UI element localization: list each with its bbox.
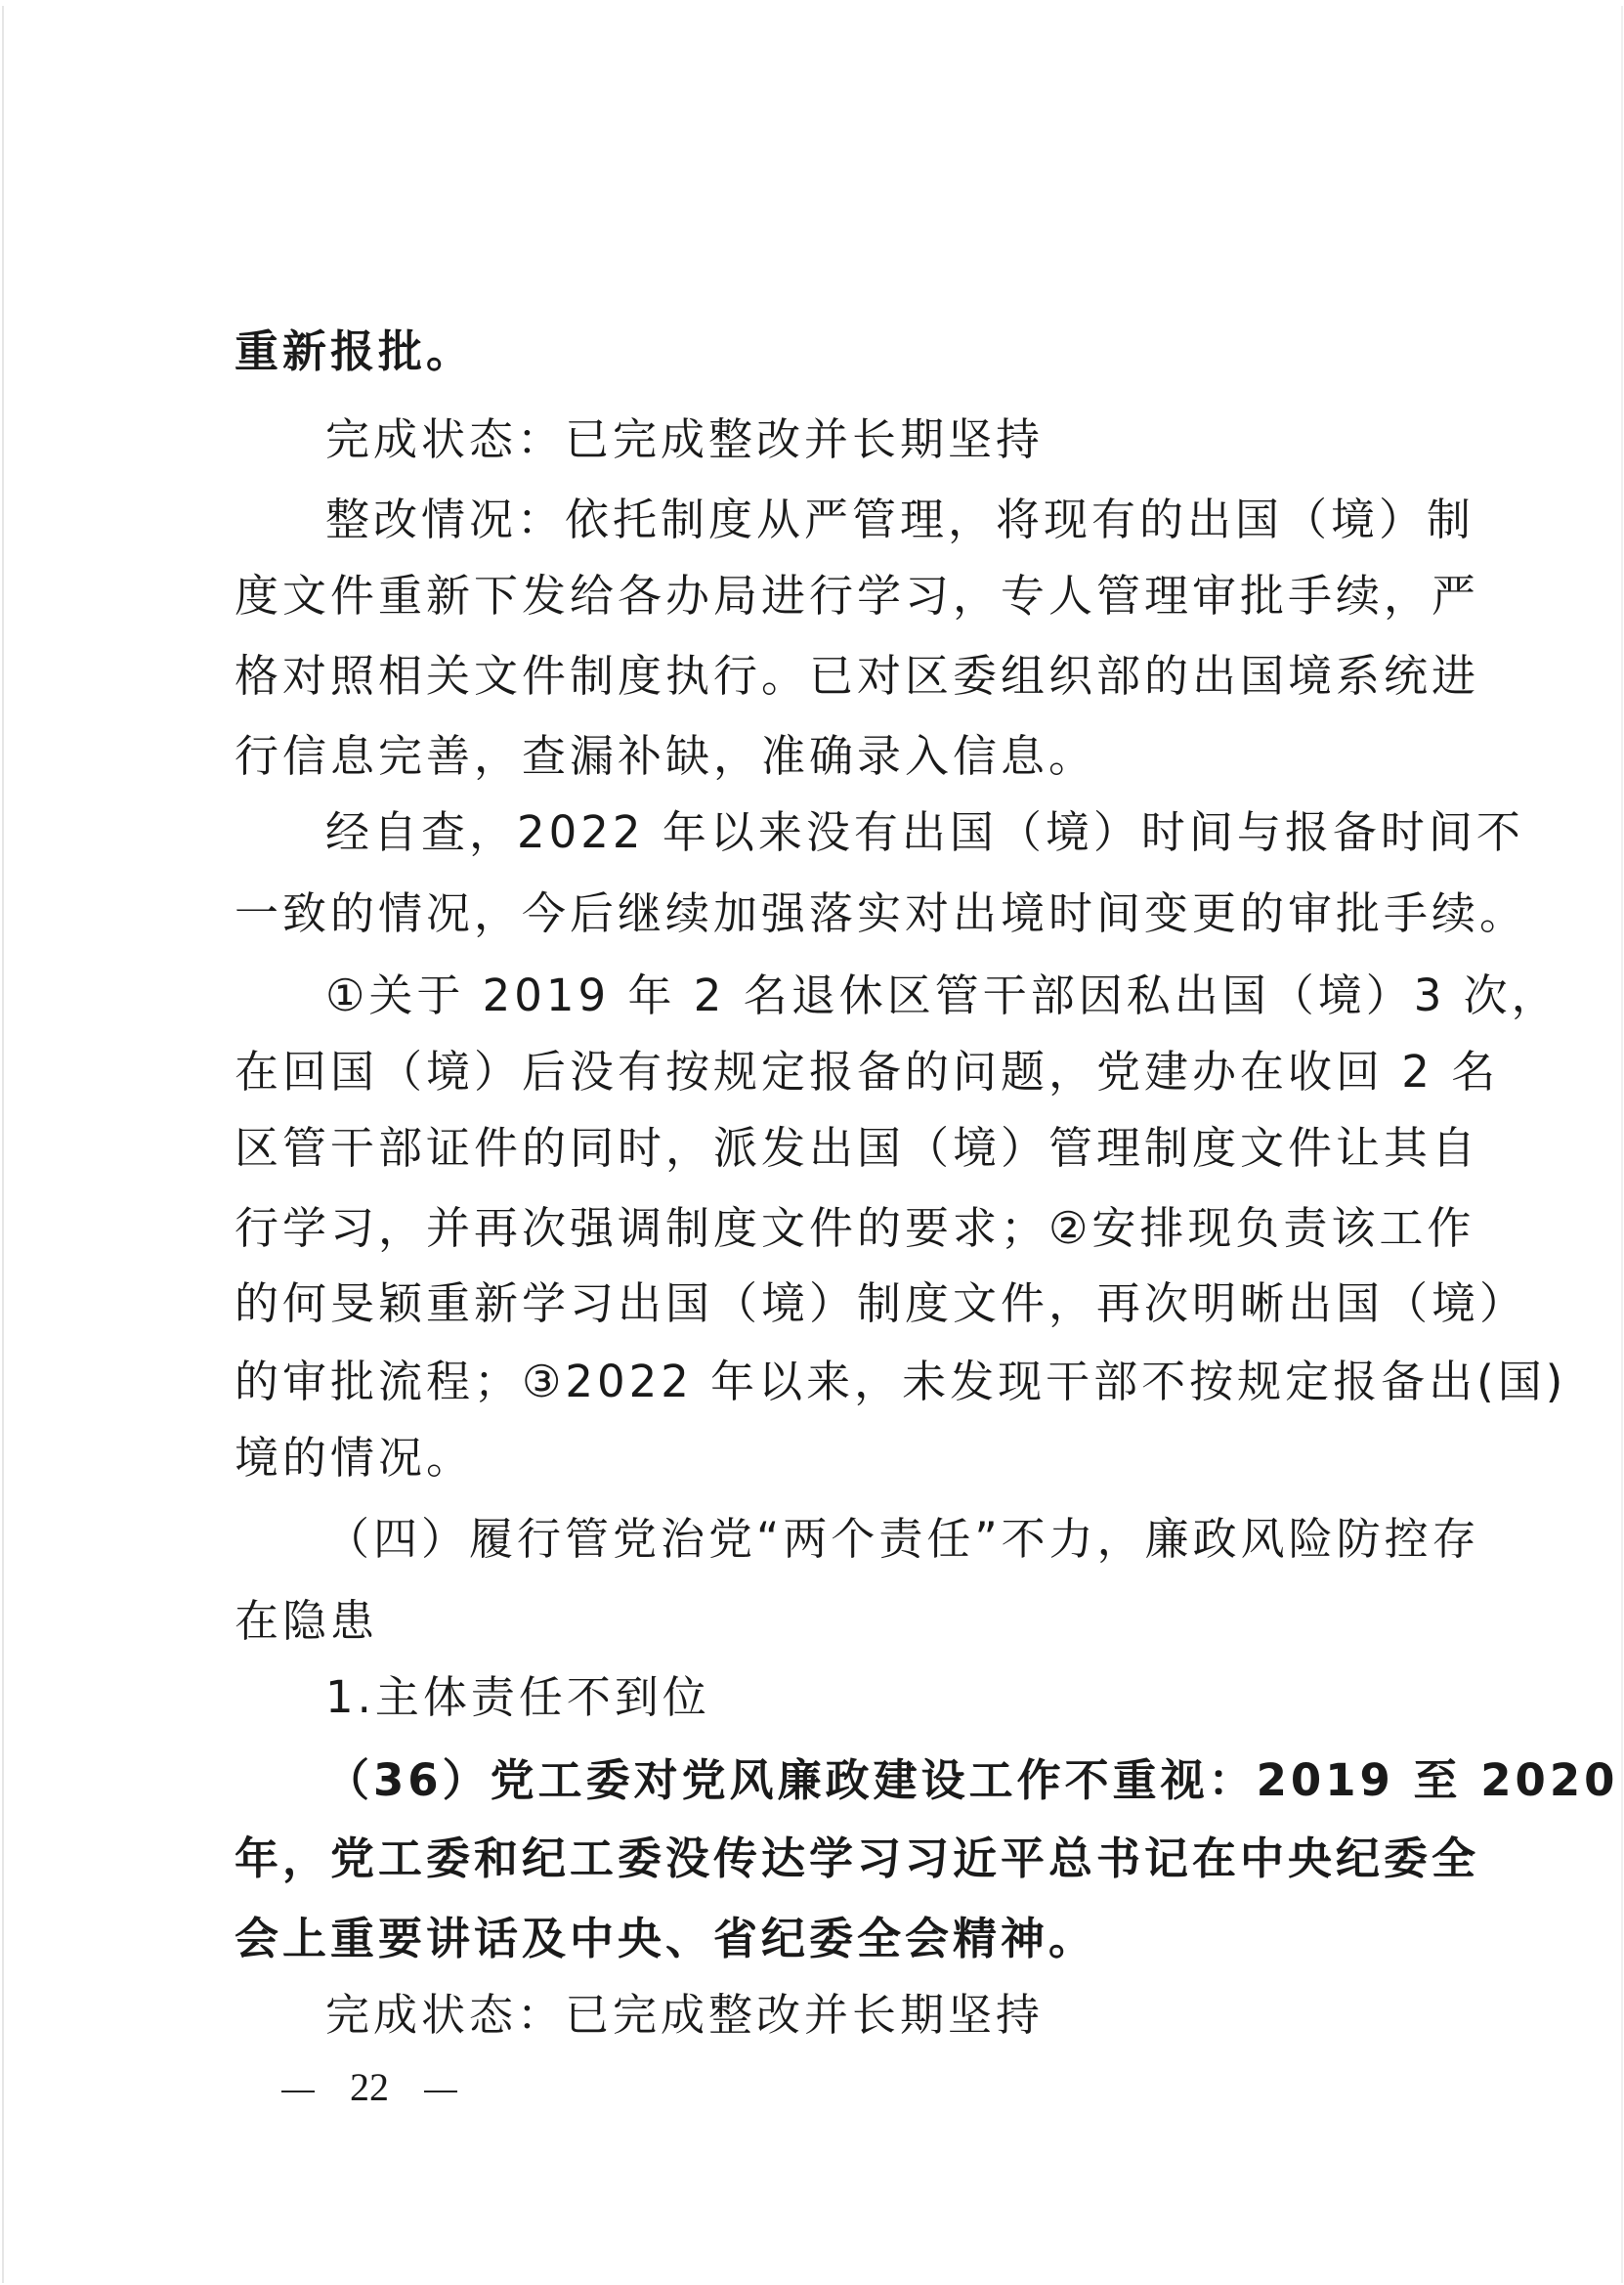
text-line: 行学习，并再次强调制度文件的要求；②安排现负责该工作 [235,1202,1475,1254]
text-line: 重新报批。 [235,325,475,377]
section-heading: 在隐患 [235,1595,379,1647]
issue-statement: （36）党工委对党风廉政建设工作不重视：2019 至 2020 [325,1754,1619,1806]
subsection-heading: 1.主体责任不到位 [325,1671,710,1723]
text-line: 行信息完善，查漏补缺，准确录入信息。 [235,730,1097,782]
completion-status: 完成状态：已完成整改并长期坚持 [325,1989,1045,2041]
text-line: 在回国（境）后没有按规定报备的问题，党建办在收回 2 名 [235,1046,1500,1098]
text-line: 格对照相关文件制度执行。已对区委组织部的出国境系统进 [235,650,1480,702]
scan-edge-right [1621,6,1623,2283]
text-line: 的何旻颖重新学习出国（境）制度文件，再次明晰出国（境） [235,1277,1528,1329]
text-line: 度文件重新下发给各办局进行学习，专人管理审批手续，严 [235,570,1480,622]
text-line: 一致的情况，今后继续加强落实对出境时间变更的审批手续。 [235,887,1528,939]
page-number-value: 22 [350,2065,389,2109]
text-line: 完成状态：已完成整改并长期坚持 [325,413,1045,465]
text-line: 整改情况：依托制度从严管理，将现有的出国（境）制 [325,494,1475,545]
scan-edge-left [2,6,4,2283]
dash-left [281,2091,315,2092]
text-line: 的审批流程；③2022 年以来，未发现干部不按规定报备出(国) [235,1356,1567,1407]
issue-statement: 会上重要讲话及中央、省纪委全会精神。 [235,1913,1097,1964]
text-line: 境的情况。 [235,1432,475,1484]
text-line: 经自查，2022 年以来没有出国（境）时间与报备时间不 [325,806,1524,858]
dash-right [424,2091,457,2092]
text-line: ①关于 2019 年 2 名退休区管干部因私出国（境）3 次， [325,970,1560,1021]
issue-statement: 年，党工委和纪工委没传达学习习近平总书记在中央纪委全 [235,1832,1480,1884]
page-number [281,2060,457,2115]
text-line: 区管干部证件的同时，派发出国（境）管理制度文件让其自 [235,1122,1480,1174]
section-heading: （四）履行管党治党“两个责任”不力，廉政风险防控存 [325,1513,1480,1565]
